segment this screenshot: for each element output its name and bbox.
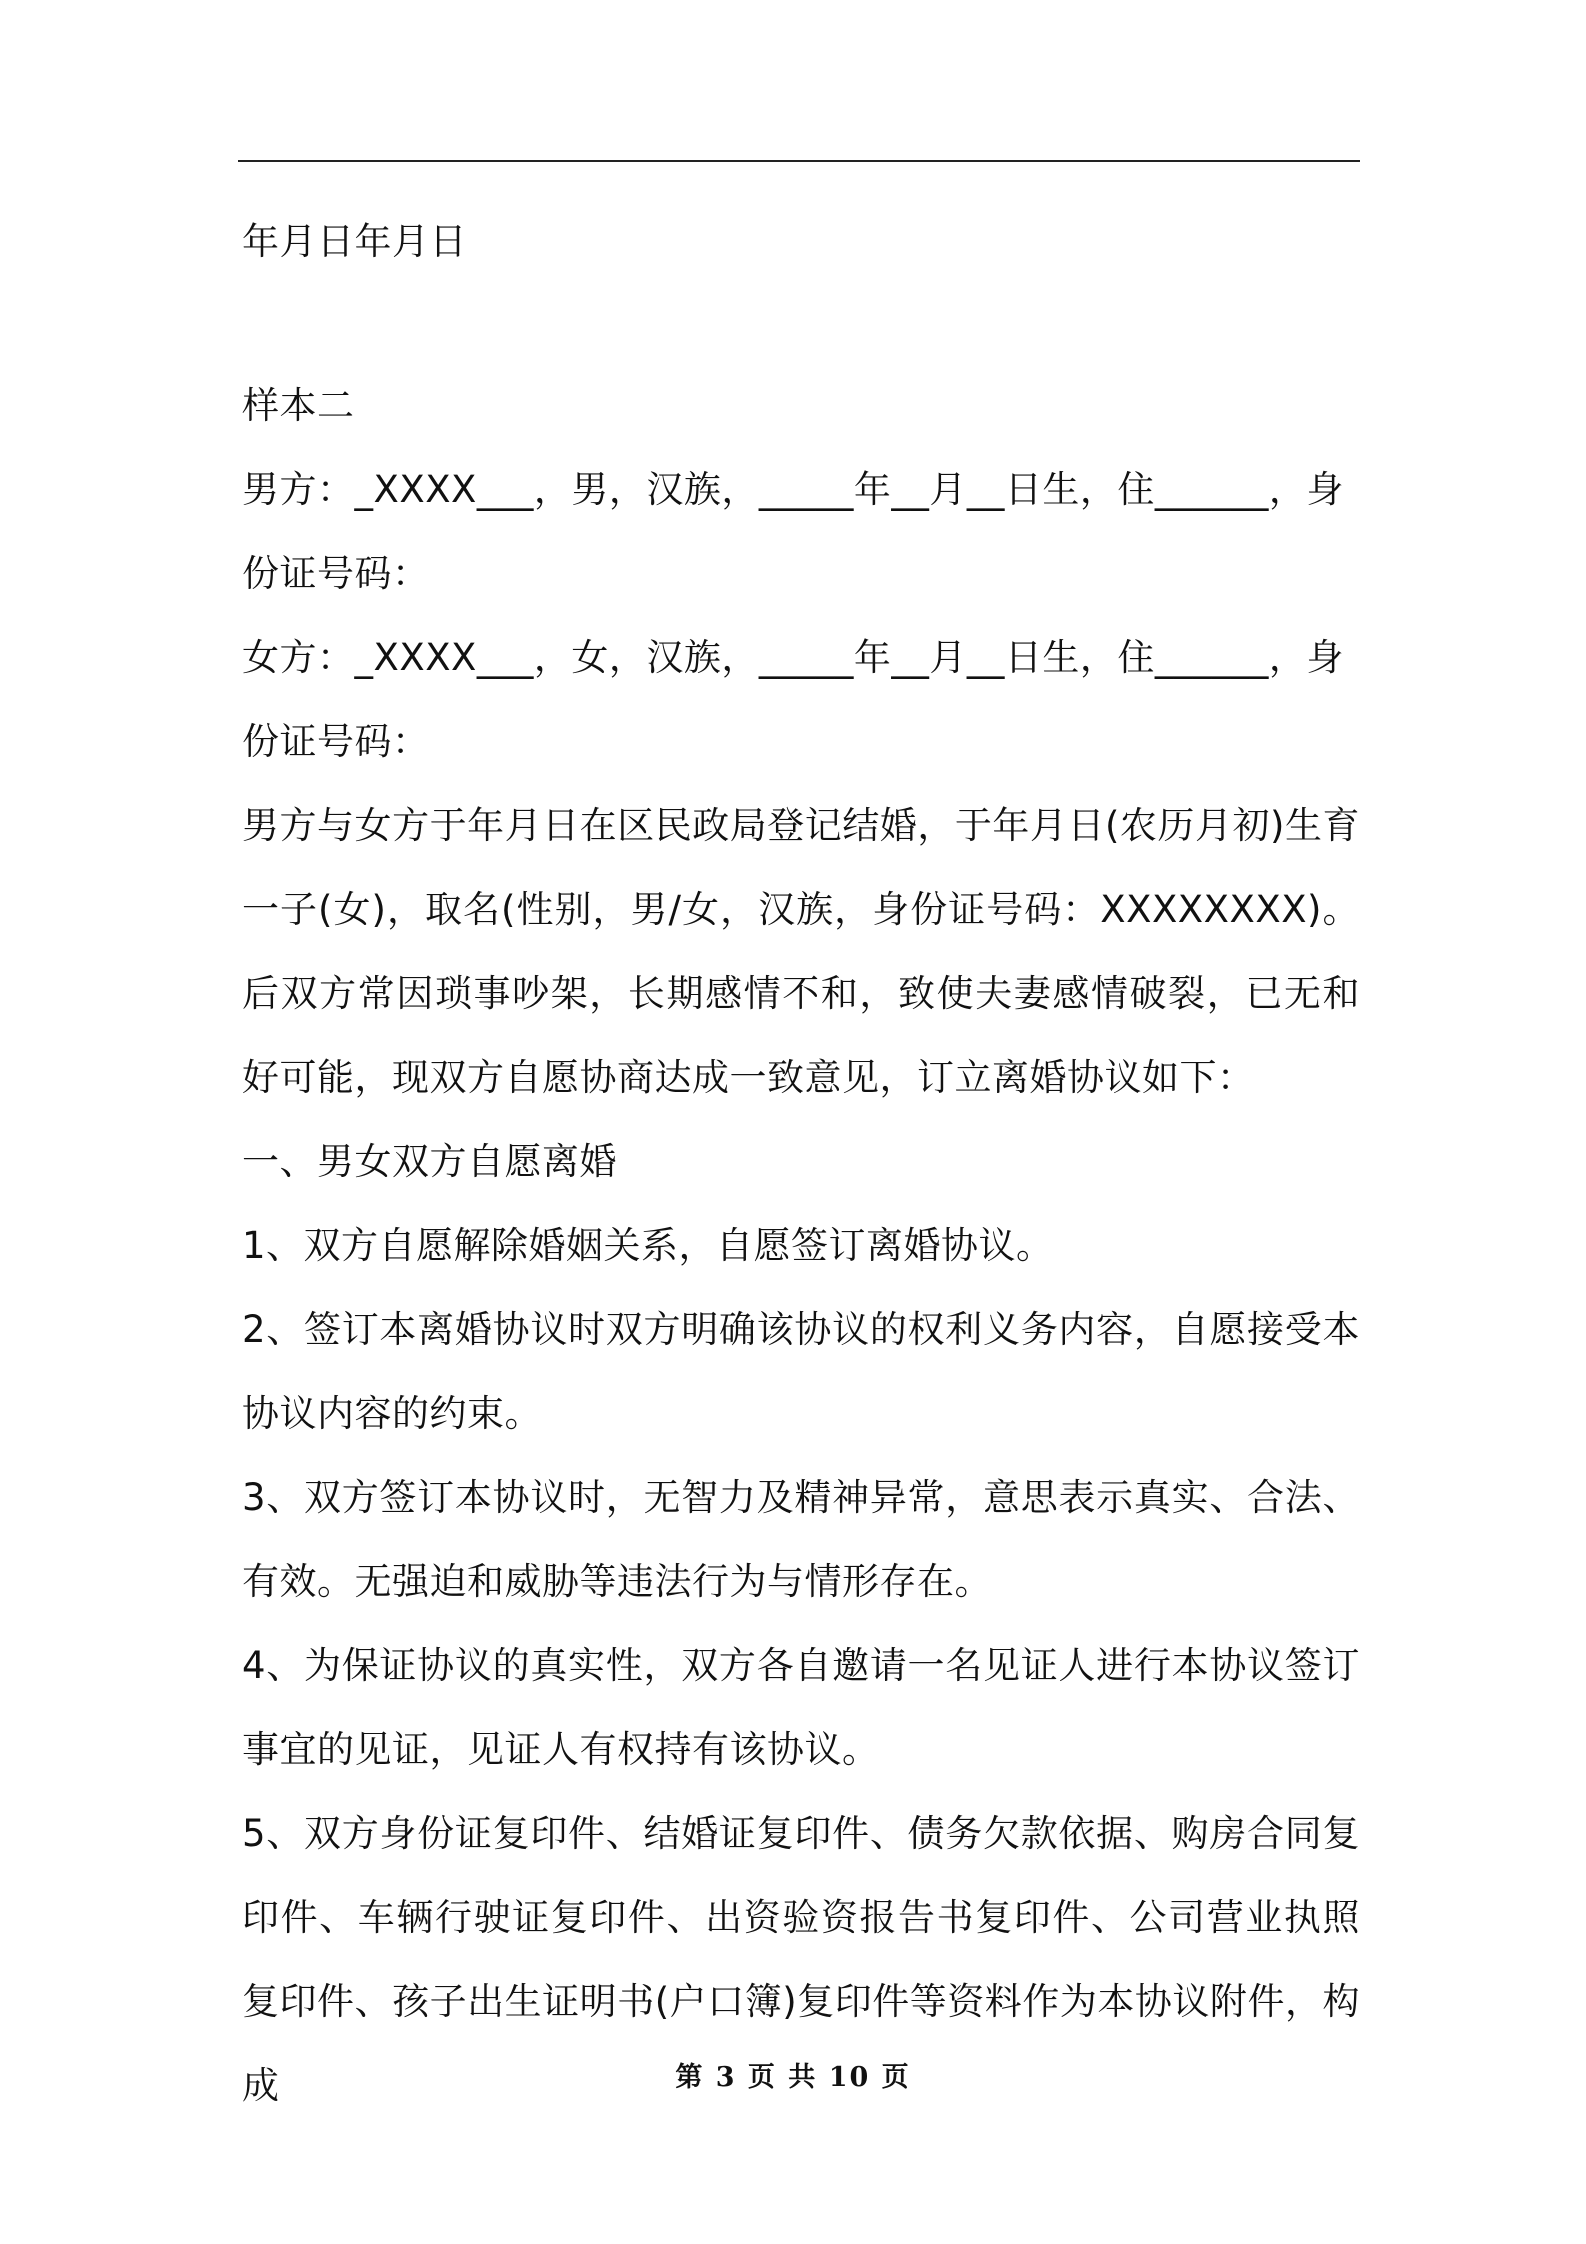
sample-title: 样本二 — [242, 384, 355, 427]
document-body — [242, 200, 1360, 2128]
clause-1: 1、双方自愿解除婚姻关系，自愿签订离婚协议。 — [242, 1224, 1054, 1267]
date-line: 年月日年月日 — [242, 220, 467, 263]
clause-2: 2、签订本离婚协议时双方明确该协议的权利义务内容，自愿接受本协议内容的约束。 — [242, 1308, 1360, 1435]
clause-5: 5、双方身份证复印件、结婚证复印件、债务欠款依据、购房合同复印件、车辆行驶证复印件、出资验资报告书复印件、公司营业执照复印件、孩子出生证明书(户口簿)复印件等资料作为本协议附件，构成 — [242, 1812, 1360, 2107]
male-id-line: 份证号码： — [242, 552, 430, 595]
blank-spacer — [242, 284, 1360, 364]
intro-paragraph: 男方与女方于年月日在区民政局登记结婚，于年月日(农历月初)生育一子(女)，取名(性别，男/女，汉族，身份证号码：XXXXXXXX)。后双方常因琐事吵架，长期感情不和，致使夫妻感情破裂，已无和好可能，现双方自愿协商达成一致意见，订立离婚协议如下： — [242, 804, 1360, 1099]
header-divider — [238, 160, 1360, 162]
page-number: 第 3 页 共 10 页 — [675, 2062, 911, 2093]
female-id-line: 份证号码： — [242, 720, 430, 763]
clause-4: 4、为保证协议的真实性，双方各自邀请一名见证人进行本协议签订事宜的见证，见证人有权持有该协议。 — [242, 1644, 1360, 1771]
section-title: 一、男女双方自愿离婚 — [242, 1140, 617, 1183]
female-info-line: 女方：_XXXX___，女，汉族，_____年__月__日生，住______，身 — [242, 636, 1344, 679]
male-info-line: 男方：_XXXX___，男，汉族，_____年__月__日生，住______，身 — [242, 468, 1344, 511]
clause-3: 3、双方签订本协议时，无智力及精神异常，意思表示真实、合法、有效。无强迫和威胁等违法行为与情形存在。 — [242, 1476, 1360, 1603]
